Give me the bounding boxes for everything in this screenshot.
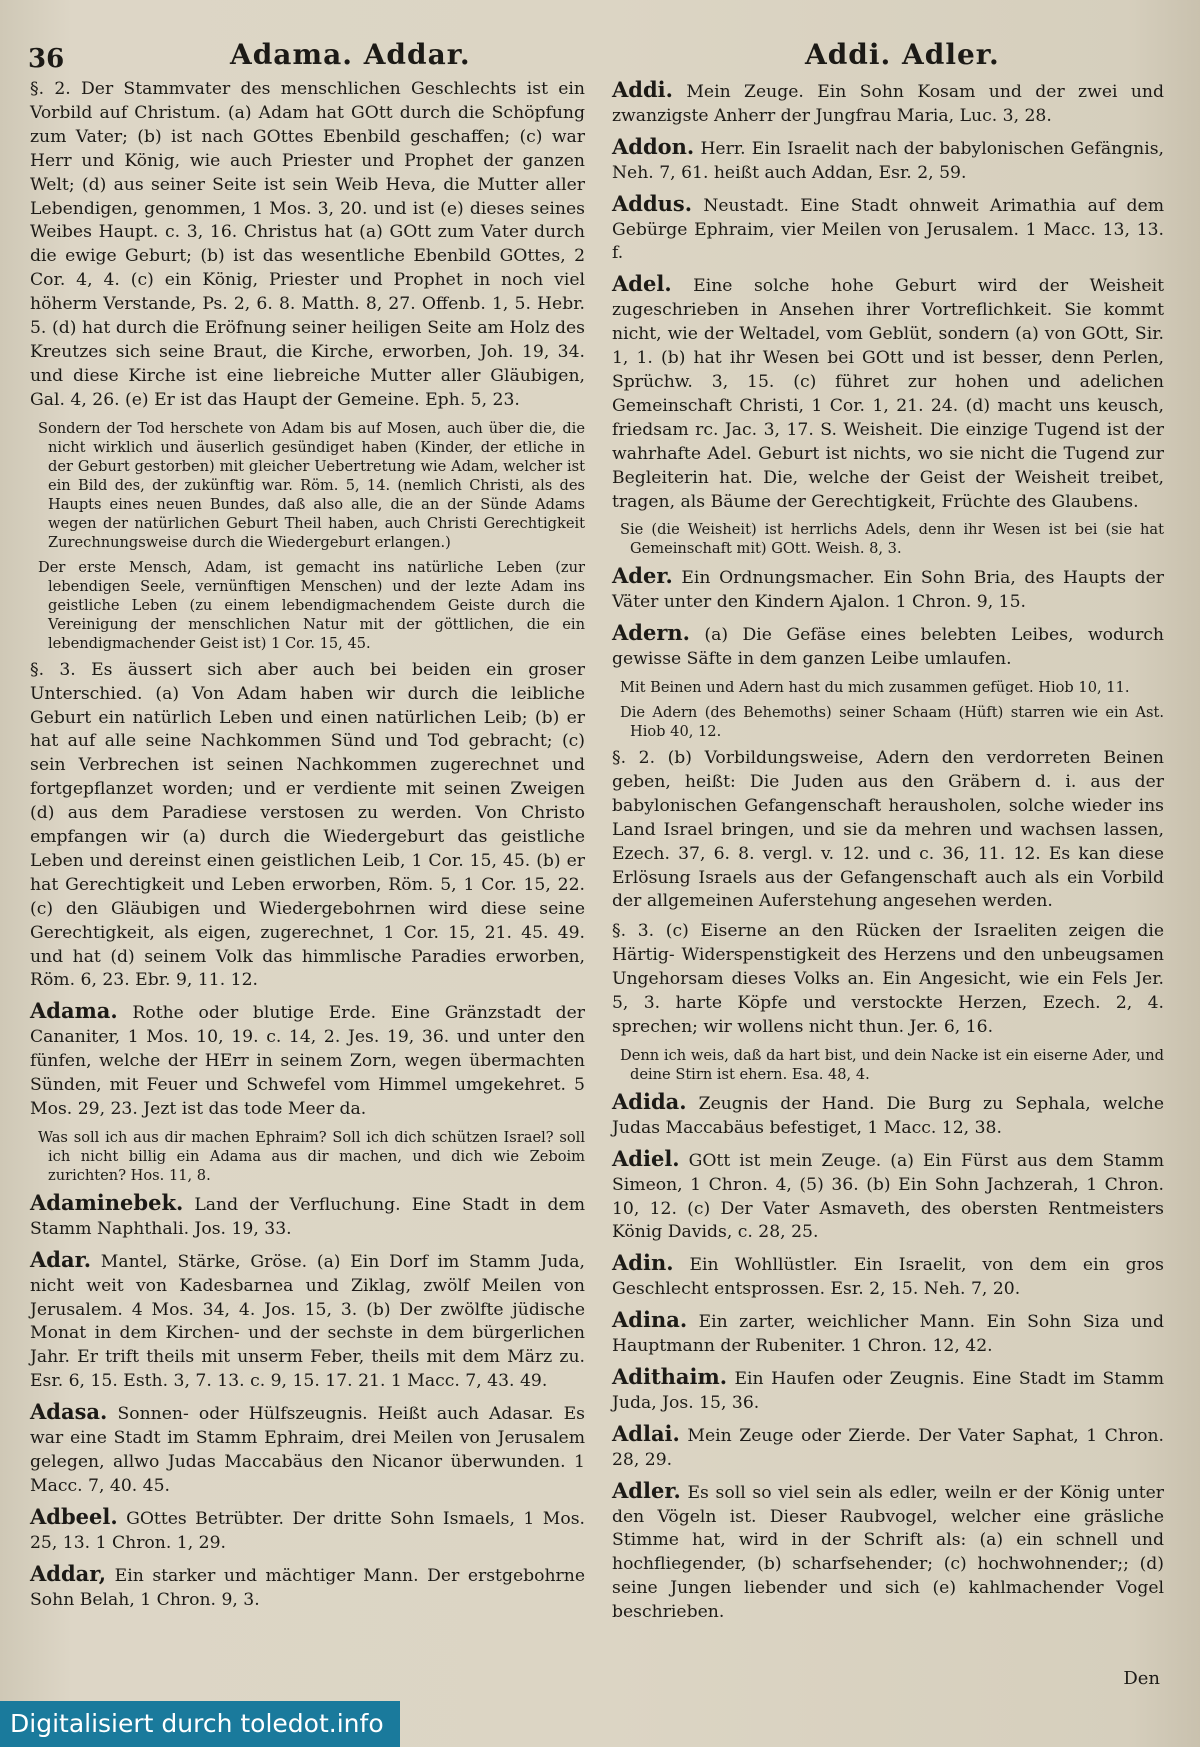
section-paragraph: §. 3. Es äussert sich aber auch bei beiden ein groser Unterschied. (a) Von Adam haben wir durch die leibliche Geburt ein natürlich Leben und einen natürlichen Leib; (b) er hat auf alle seine Nachkommen Sünd und Tod gebracht; (c) sein Verbrechen ist seinen Nachkommen zugerechnet und fortgepflanzet worden; und er verdiente mit seinen Zweigen (d) aus dem Paradiese verstosen zu werden. Von Christo empfangen wir (a) durch die Wiedergeburt das geistliche Leben und dereinst einen geistlichen Leib, 1 Cor. 15, 45. (b) er hat Gerechtigkeit und Leben erworben, Röm. 5, 1 Cor. 15, 22. (c) den Gläubigen und Wiedergebohrnen wird diese seine Gerechtigkeit, als eigen, zugerechnet, 1 Cor. 15, 21. 45. 49. und hat (d) seinem Volk das himmlische Paradies erworben, Röm. 6, 23. Ebr. 9, 11. 12.	[30, 659, 585, 991]
dictionary-entry	[612, 272, 1164, 514]
entry-text: Ein zarter, weichlicher Mann. Ein Sohn Siza und Hauptmann der Rubeniter. 1 Chron. 12, 42.	[612, 1312, 1164, 1357]
dictionary-entry	[612, 1090, 1164, 1141]
running-header-left: Adama. Addar.	[230, 38, 471, 71]
dictionary-entry	[30, 1248, 585, 1394]
entry-text: Eine solche hohe Geburt wird der Weisheit zugeschrieben in Ansehen ihrer Vortreflichkeit. Sie kommt nicht, wie der Weltadel, vom Geblüt, sondern (a) von GOtt, Sir. 1, 1. (b) hat ihr Wesen bei GOtt und ist besser, denn Perlen, Sprüchw. 3, 15. (c) führet zur hohen und adelichen Gemeinschaft Christi, 1 Cor. 1, 21. 24. (d) macht uns keusch, friedsam rc. Jac. 3, 17. S. Weisheit. Die einzige Tugend ist der wahrhafte Adel. Geburt ist nichts, wo sie nicht die Tugend zur Begleiterin hat. Die, welche der Geist der Weisheit treibet, tragen, als Bäume der Gerechtigkeit, Früchte des Glaubens.	[612, 276, 1164, 512]
dictionary-entry	[612, 1422, 1164, 1473]
entry-lemma: Adasa.	[30, 1399, 108, 1425]
entry-text: Ein Wohllüstler. Ein Israelit, von dem ein gros Geschlecht entsprossen. Esr. 2, 15. Neh. 7, 20.	[612, 1255, 1164, 1300]
section-paragraph: §. 2. (b) Vorbildungsweise, Adern den verdorreten Beinen geben, heißt: Die Juden aus den Gräbern d. i. aus der babylonischen Gefangenschaft herausholen, solche wieder ins Land Israel bringen, und sie da mehren und wachsen lassen, Ezech. 37, 6. 8. vergl. v. 12. und c. 36, 11. 12. Es kan diese Erlösung Israels aus der Gefangenschaft auch als ein Vorbild der allgemeinen Auferstehung angesehen werden.	[612, 748, 1164, 912]
entry-text: Ein starker und mächtiger Mann. Der erstgebohrne Sohn Belah, 1 Chron. 9, 3.	[30, 1565, 585, 1610]
dictionary-entry	[30, 1562, 585, 1613]
entry-lemma: Adiel.	[612, 1145, 680, 1171]
entry-lemma: Addon.	[612, 133, 695, 159]
entry-lemma: Adern.	[612, 620, 690, 646]
dictionary-entry	[612, 1251, 1164, 1302]
entry-text: Land der Verfluchung. Eine Stadt in dem Stamm Naphthali. Jos. 19, 33.	[30, 1194, 585, 1239]
dictionary-entry	[30, 1505, 585, 1556]
dictionary-entry	[612, 621, 1164, 672]
page-number: 36	[28, 44, 65, 74]
dictionary-entry	[612, 78, 1164, 129]
entry-lemma: Addi.	[612, 77, 673, 102]
digitization-badge[interactable]: Digitalisiert durch toledot.info	[0, 1701, 400, 1747]
entry-text: Rothe oder blutige Erde. Eine Gränzstadt der Cananiter, 1 Mos. 10, 19. c. 14, 2. Jes. 19, 36. und unter den fünfen, welche der HErr in seinem Zorn, wegen übermachten Sünden, mit Feuer und Schwefel vom Himmel umgekehret. 5 Mos. 29, 23. Jezt ist das tode Meer da.	[30, 1003, 585, 1119]
dictionary-entry	[612, 1365, 1164, 1416]
entry-text: Neustadt. Eine Stadt ohnweit Arimathia auf dem Gebürge Ephraim, vier Meilen von Jerusalem. 1 Macc. 13, 13. f.	[612, 195, 1164, 264]
scripture-quote: Was soll ich aus dir machen Ephraim? Soll ich dich schützen Israel? soll ich nicht billig ein Adama aus dir machen, und dich wie Zeboim zurichten? Hos. 11, 8.	[38, 1128, 585, 1184]
dictionary-entry	[30, 1191, 585, 1242]
entry-text: GOttes Betrübter. Der dritte Sohn Ismaels, 1 Mos. 25, 13. 1 Chron. 1, 29.	[30, 1508, 585, 1553]
entry-text: Ein Haufen oder Zeugnis. Eine Stadt im Stamm Juda, Jos. 15, 36.	[612, 1368, 1164, 1413]
entry-text: Mantel, Stärke, Gröse. (a) Ein Dorf im Stamm Juda, nicht weit von Kadesbarnea und Ziklag, zwölf Meilen von Jerusalem. 4 Mos. 34, 4. Jos. 15, 3. (b) Der zwölfte jüdische Monat in dem Kirchen- und der sechste in dem bürgerlichen Jahr. Er trift theils mit unserm Feber, theils mit dem März zu. Esr. 6, 15. Esth. 3, 7. 13. c. 9, 15. 17. 21. 1 Macc. 7, 43. 49.	[30, 1251, 585, 1392]
entry-lemma: Adaminebek.	[30, 1189, 184, 1215]
dictionary-entry	[30, 1400, 585, 1499]
scripture-quote: Der erste Mensch, Adam, ist gemacht ins natürliche Leben (zur lebendigen Seele, vernünftigen Menschen) und der lezte Adam ins geistliche Leben (zu einem lebendigmachendem Geiste durch die Vereinigung der menschlichen Natur mit der göttlichen, die ein lebendigmachender Geist ist) 1 Cor. 15, 45.	[38, 558, 585, 652]
entry-text: Mein Zeuge. Ein Sohn Kosam und der zwei und zwanzigste Anherr der Jungfrau Maria, Luc. 3, 28.	[612, 82, 1164, 126]
running-header-right: Addi. Adler.	[805, 38, 1000, 71]
entry-lemma: Adithaim.	[612, 1363, 728, 1389]
left-column	[30, 78, 585, 1618]
dictionary-entry	[612, 1479, 1164, 1625]
dictionary-entry	[612, 564, 1164, 615]
entry-text: Ein Ordnungsmacher. Ein Sohn Bria, des Haupts der Väter unter den Kindern Ajalon. 1 Chron. 9, 15.	[612, 568, 1164, 613]
entry-text: Herr. Ein Israelit nach der babylonischen Gefängnis, Neh. 7, 61. heißt auch Addan, Esr. 2, 59.	[612, 138, 1164, 183]
entry-text: Zeugnis der Hand. Die Burg zu Sephala, welche Judas Maccabäus befestiget, 1 Macc. 12, 38.	[612, 1093, 1164, 1138]
dictionary-entry	[612, 135, 1164, 186]
dictionary-entry	[30, 999, 585, 1122]
entry-text: Mein Zeuge oder Zierde. Der Vater Saphat, 1 Chron. 28, 29.	[612, 1425, 1164, 1470]
entry-lemma: Adida.	[612, 1088, 687, 1114]
scripture-quote: Denn ich weis, daß da hart bist, und dein Nacke ist ein eiserne Ader, und deine Stirn ist ehern. Esa. 48, 4.	[620, 1046, 1164, 1083]
section-paragraph: §. 2. Der Stammvater des menschlichen Geschlechts ist ein Vorbild auf Christum. (a) Adam hat GOtt durch die Schöpfung zum Vater; (b) ist nach GOttes Ebenbild geschaffen; (c) war Herr und König, wie auch Priester und Prophet der ganzen Welt; (d) aus seiner Seite ist sein Weib Heva, die Mutter aller Lebendigen, genommen, 1 Mos. 3, 20. und ist (e) dieses seines Weibes Haupt. c. 3, 16. Christus hat (a) GOtt zum Vater durch die ewige Geburt; (b) ist das wesentliche Ebenbild GOttes, 2 Cor. 4, 4. (c) ein König, Priester und Prophet in noch viel höherm Verstande, Ps. 2, 6. 8. Matth. 8, 27. Offenb. 1, 5. Hebr. 5. (d) hat durch die Eröfnung seiner heiligen Seite am Holz des Kreutzes sich seine Braut, die Kirche, erworben, Joh. 19, 34. und diese Kirche ist eine liebreiche Mutter aller Gläubigen, Gal. 4, 26. (e) Er ist das Haupt der Gemeine. Eph. 5, 23.	[30, 79, 585, 410]
scripture-quote: Die Adern (des Behemoths) seiner Schaam (Hüft) starren wie ein Ast. Hiob 40, 12.	[620, 704, 1164, 741]
entry-lemma: Adina.	[612, 1307, 688, 1333]
entry-text: Es soll so viel sein als edler, weiln er der König unter den Vögeln ist. Dieser Raubvogel, welcher eine gräsliche Stimme hat, wird in der Schrift als: (a) ein schnell und hochfliegender, (b) scharfsehender; (c) hochwohnender;; (d) seine Jungen liebender und sich (e) kahlmachender Vogel beschrieben.	[612, 1482, 1164, 1623]
entry-lemma: Addus.	[612, 190, 693, 216]
catchword: Den	[1123, 1668, 1160, 1689]
entry-lemma: Ader.	[612, 563, 673, 589]
entry-lemma: Adler.	[612, 1477, 681, 1503]
scripture-quote: Sie (die Weisheit) ist herrlichs Adels, denn ihr Wesen ist bei (sie hat Gemeinschaft mit) GOtt. Weish. 8, 3.	[620, 521, 1164, 558]
entry-text: (a) Die Gefäse eines belebten Leibes, wodurch gewisse Säfte in dem ganzen Leibe umlaufen.	[612, 625, 1164, 670]
dictionary-entry	[612, 1308, 1164, 1359]
entry-text: Sonnen- oder Hülfszeugnis. Heißt auch Adasar. Es war eine Stadt im Stamm Ephraim, drei Meilen von Jerusalem gelegen, allwo Judas Maccabäus den Nicanor überwunden. 1 Macc. 7, 40. 45.	[30, 1404, 585, 1496]
dictionary-entry	[612, 1147, 1164, 1246]
section-paragraph: §. 3. (c) Eiserne an den Rücken der Israeliten zeigen die Härtig- Widerspenstigkeit des Herzens und den unbeugsamen Ungehorsam dieses Volks an. Ein Angesicht, wie ein Fels Jer. 5, 3. harte Köpfe und verstockte Herzen, Ezech. 2, 4. sprechen; wir wollens nicht thun. Jer. 6, 16.	[612, 921, 1164, 1037]
entry-lemma: Adama.	[30, 998, 118, 1024]
entry-lemma: Adel.	[612, 271, 672, 297]
entry-lemma: Adar.	[30, 1246, 92, 1272]
scripture-quote: Sondern der Tod herschete von Adam bis auf Mosen, auch über die, die nicht wirklich und äuserlich gesündiget haben (Kinder, der etliche in der Geburt gestorben) mit gleicher Uebertretung wie Adam, welcher ist ein Bild des, der zukünftig war. Röm. 5, 14. (nemlich Christi, als des Haupts eines neuen Bundes, daß also alle, die an der Sünde Adams wegen der natürlichen Geburt Theil haben, auch Christi Gerechtigkeit Zurechnungsweise durch die Wiedergeburt erlangen.)	[38, 419, 585, 551]
dictionary-entry	[612, 192, 1164, 267]
scripture-quote: Mit Beinen und Adern hast du mich zusammen gefüget. Hiob 10, 11.	[620, 679, 1130, 697]
entry-lemma: Addar,	[30, 1560, 107, 1586]
right-column	[612, 78, 1164, 1631]
entry-text: GOtt ist mein Zeuge. (a) Ein Fürst aus dem Stamm Simeon, 1 Chron. 4, (5) 36. (b) Ein Sohn Jachzerah, 1 Chron. 10, 12. (c) Der Vater Asmaveth, des obersten Rentmeisters König Davids, c. 28, 25.	[612, 1150, 1164, 1243]
entry-lemma: Adin.	[612, 1250, 674, 1276]
entry-lemma: Adbeel.	[30, 1503, 118, 1529]
entry-lemma: Adlai.	[612, 1420, 680, 1446]
